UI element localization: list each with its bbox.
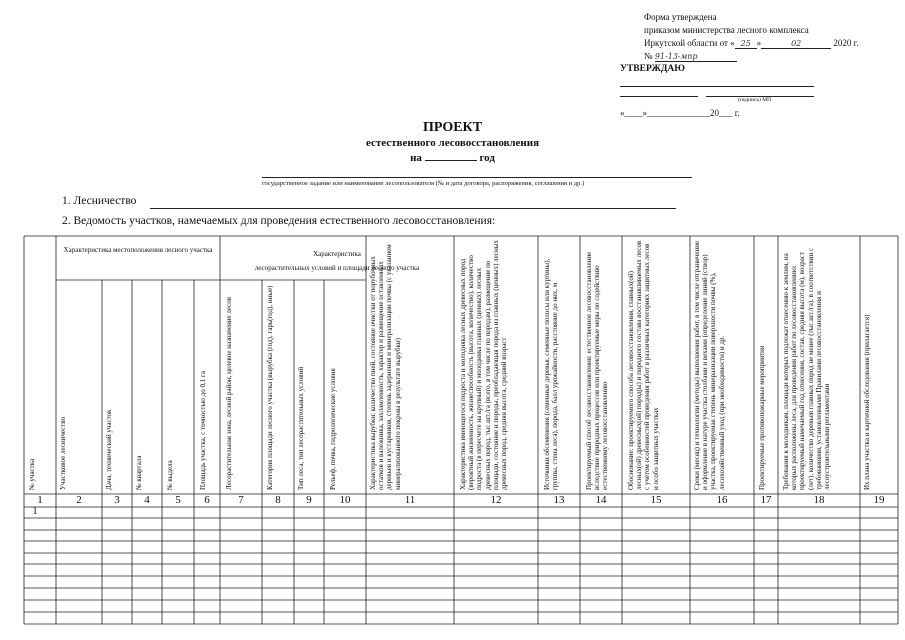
column-header-5: № выдела xyxy=(165,460,174,490)
approval-year: 2020 г. xyxy=(833,38,859,48)
column-number-9: 9 xyxy=(306,494,312,506)
column-header-7: Лесорастительная зона, лесной район, целевое назначение лесов xyxy=(224,296,233,490)
column-number-11: 11 xyxy=(404,494,416,506)
approval-date-blank: «____»______________20___ г. xyxy=(620,108,740,118)
column-number-4: 4 xyxy=(144,494,150,506)
column-header-10: Рельеф, почва, гидрологические условия xyxy=(328,368,337,490)
column-number-2: 2 xyxy=(76,494,82,506)
column-number-18: 18 xyxy=(813,494,825,506)
column-header-8: Категория площади лесного участка (вырубка (год), гарь(год), иные) xyxy=(265,285,274,490)
group-header-conditions-line1: Характеристика xyxy=(313,250,361,258)
column-header-18: Требования к молоднякам, площади которых подлежат отнесению к землям, на которых расположены леса, для проведения работ по лесовосстановлению: проектируемый намечаемый год отнесения, состав, средняя высота (м), возраст (лет), количество деревьев главных пород не менее (тыс.шт./га), в соответствии с требованиями, установленными Правилами лесовосстановления и лесоустроительными регламентами xyxy=(782,247,832,490)
document-subtitle: естественного лесовосстановления xyxy=(365,137,540,149)
column-header-13: Источники обсеменения (семенные деревья, семенные полосы или куртины), группы, стена леса), порода, балл урожайности, расстояние до них, м xyxy=(542,258,559,490)
approval-date-prefix: Иркутской области от « xyxy=(644,38,735,48)
column-header-2: Участковое лесничество xyxy=(58,416,67,490)
column-number-17: 17 xyxy=(760,494,772,506)
column-header-17: Проектируемые противопожарные мероприятия xyxy=(757,345,766,490)
signature-caption: (подпись) МП xyxy=(738,97,772,103)
column-header-4: № квартала xyxy=(134,455,143,490)
column-header-11: Характеристика вырубки: количество пней, состояние очистки от порубочных остатков и валежника, захламленность, характер и размещение оставленных деревьев и кустарников, степень задернения и минерализации почвы (с указанием минерализованного покрова в результате вырубки) xyxy=(369,244,402,490)
column-number-14: 14 xyxy=(595,494,607,506)
leaseholder-caption: государственное задание или наименование лесопользователя (№ и дата договора, распоряжения, соглашения и др.) xyxy=(262,180,585,187)
column-header-12: Характеристика имеющегося подроста и молодняка лесных древесных пород (вероятный жизненность, жизнеспособность (высота, количество), количество подроста (в пересчете на крупный) и молодняка главных (ценных) лесных древесных пород, тыс.шт./га (всего, в том числе по породам), размещение по площади, состояние и породы, преобладающая порода из главных (ценных) лесных древесных пород, средняя высота, средний возраст xyxy=(459,240,509,490)
column-number-19: 19 xyxy=(873,494,885,506)
column-number-12: 12 xyxy=(490,494,502,506)
approval-number: 91-13-мпр xyxy=(655,52,737,62)
group-header-conditions-line2: лесорастительных условий и площади лесного участка xyxy=(254,264,420,272)
column-header-9: Тип леса, тип лесорастительных условий xyxy=(296,366,305,490)
column-number-16: 16 xyxy=(716,494,728,506)
year-suffix: год xyxy=(479,152,495,164)
approval-line1: Форма утверждена xyxy=(644,12,717,22)
column-number-15: 15 xyxy=(650,494,662,506)
column-number-3: 3 xyxy=(114,494,120,506)
column-header-14: Проектируемый способ лесовосстановления: естественное лесовосстановление вследствие природных процессов или проектируемые меры по содействию естественному лесовосстановлению xyxy=(584,251,609,490)
column-header-16: Сроки (месяц) и технологии (методы) выполнения работ, в том числе отграничение и оформление в натуре участка столбами и вехами (определение линий (створ) участка, проектируемая степень минерализации поверхности почвы (%), лесохозяйственный уход (при необходимости) и др. xyxy=(693,240,726,490)
row-1-plot-number: 1 xyxy=(32,506,38,517)
column-number-10: 10 xyxy=(339,494,351,506)
approval-month: 02 xyxy=(761,39,831,49)
column-number-6: 6 xyxy=(204,494,210,506)
column-number-8: 8 xyxy=(275,494,281,506)
approval-day: 25 xyxy=(735,39,757,49)
column-number-5: 5 xyxy=(175,494,181,506)
approval-number-prefix: № xyxy=(644,51,653,61)
column-header-3: Дача, технический участок xyxy=(104,409,113,490)
approval-date-mid: » xyxy=(756,38,762,48)
approval-line2: приказом министерства лесного комплекса xyxy=(644,25,809,35)
column-number-1: 1 xyxy=(37,494,43,506)
column-header-19: Их плана участка и картичной обследования (прилагается) xyxy=(862,314,871,490)
document-title: ПРОЕКТ xyxy=(422,120,483,135)
utverzhdayu-label: УТВЕРЖДАЮ xyxy=(620,64,685,74)
column-header-15: Обоснование: проектируемого способа лесовосстановления, главных(ой) лесных(ой) древесных(ой) пород(ы) и породного состава восстанавливаемых лесов с учетом особенностей проведения работ в различных категориях защитных лесов и особо защитных участках xyxy=(627,240,660,490)
statement-heading: 2. Ведомость участков, намечаемых для проведения естественного лесовосстановления: xyxy=(62,215,496,227)
forestry-label: 1. Лесничество xyxy=(62,195,137,207)
column-header-6: Площадь участка, с точностью до 0,1 га xyxy=(198,371,207,490)
column-number-13: 13 xyxy=(553,494,565,506)
column-number-7: 7 xyxy=(238,494,244,506)
column-header-1: № участка xyxy=(27,458,36,490)
group-header-location: Характеристика местоположения лесного участка xyxy=(63,246,213,254)
year-prefix: на xyxy=(410,152,422,164)
